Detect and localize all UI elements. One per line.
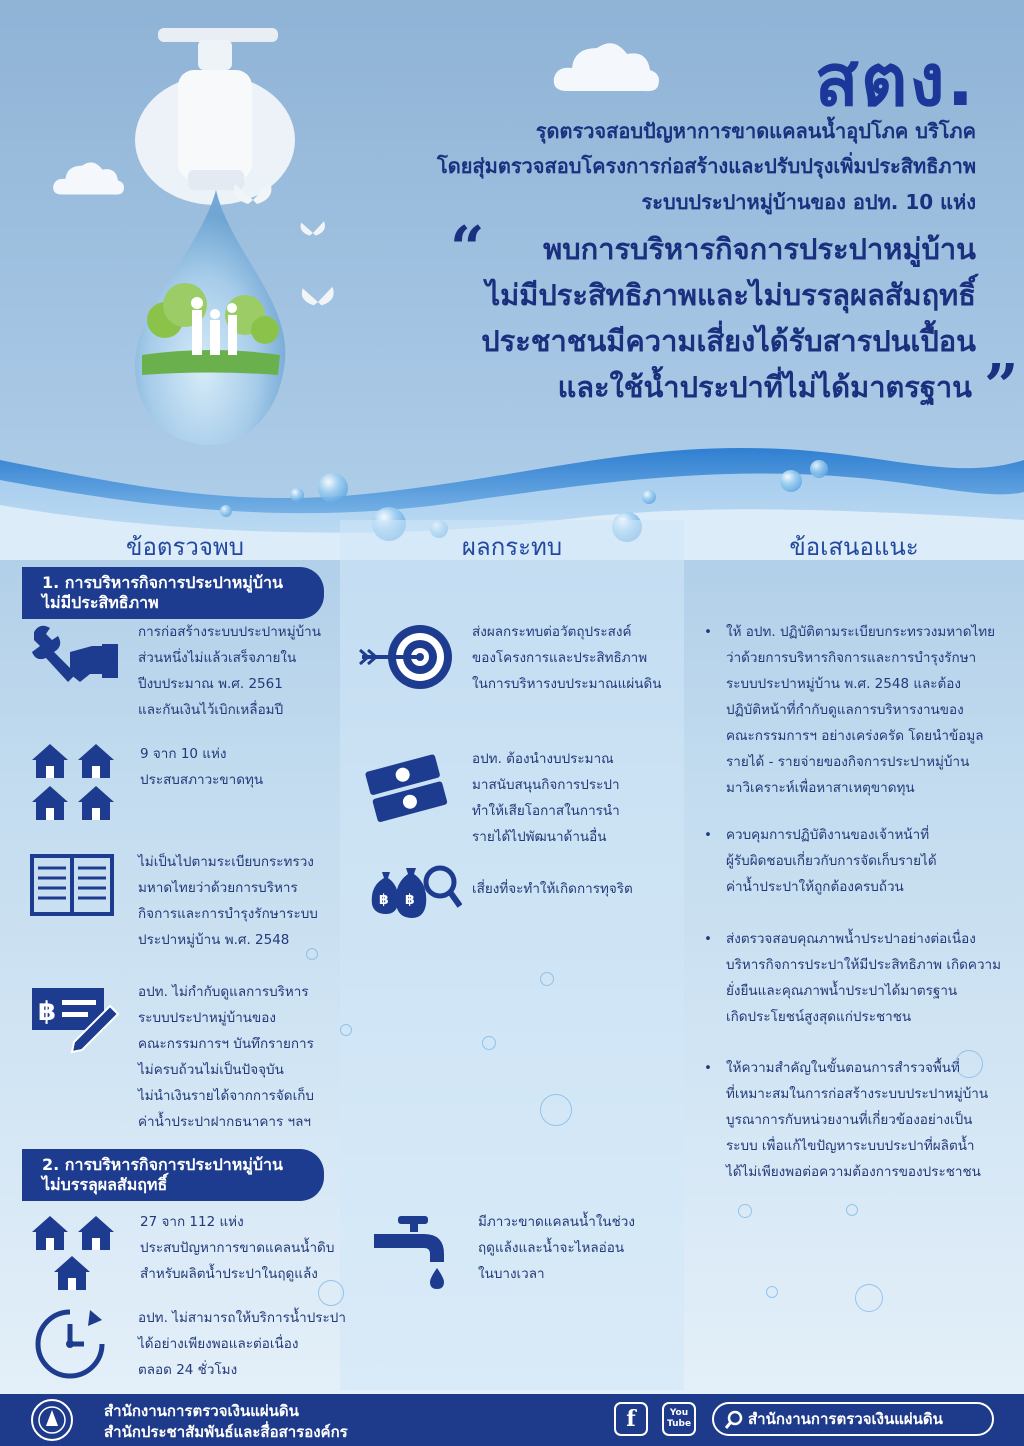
recommendation-2: • ควบคุมการปฏิบัติงานของเจ้าหน้าที่ ผู้รับผิดชอบเกี่ยวกับการจัดเก็บรายได้ ค่าน้ำประปาให้ถูกต้องครบถ้วน bbox=[726, 822, 937, 900]
search-icon bbox=[724, 1410, 744, 1430]
section-2-title-line-1: 2. การบริหารกิจการประปาหมู่บ้าน bbox=[42, 1155, 283, 1174]
finding-4-text: อปท. ไม่กำกับดูแลการบริหาร ระบบประปาหมู่บ้านของ คณะกรรมการฯ บันทึกรายการ ไม่ครบถ้วนไม่เป็นปัจจุบัน ไม่นำเงินรายได้จากการจัดเก็บ ค่าน้ำประปาฝากธนาคาร ฯลฯ bbox=[138, 984, 314, 1130]
brand-title: สตง. bbox=[814, 38, 976, 122]
butterfly-icon bbox=[298, 220, 328, 246]
quote-line-4: และใช้น้ำประปาที่ไม่ได้มาตรฐาน bbox=[557, 370, 972, 404]
section-1-title-line-1: 1. การบริหารกิจการประปาหมู่บ้าน bbox=[42, 573, 283, 592]
section-2-title-line-2: ไม่บรรลุผลสัมฤทธิ์ bbox=[42, 1175, 168, 1194]
recommend-column-title: ข้อเสนอแนะ bbox=[789, 533, 919, 561]
quote-line-3: ประชาชนมีความเสี่ยงได้รับสารปนเปื้อน bbox=[481, 324, 976, 358]
bubble bbox=[306, 948, 318, 960]
seal-logo-icon bbox=[30, 1398, 74, 1442]
finding-6-text: อปท. ไม่สามารถให้บริการน้ำประปา ได้อย่างเพียงพอและต่อเนื่อง ตลอด 24 ชั่วโมง bbox=[138, 1310, 346, 1378]
bubble bbox=[766, 1286, 778, 1298]
quote-line-1: พบการบริหารกิจการประปาหมู่บ้าน bbox=[543, 232, 976, 266]
svg-text:฿: ฿ bbox=[379, 892, 389, 908]
open-quote-mark: “ bbox=[450, 214, 485, 284]
close-quote-mark: ” bbox=[984, 352, 1019, 422]
cloud-icon bbox=[552, 36, 662, 94]
bubble bbox=[318, 473, 348, 503]
recommendation-4: • ให้ความสำคัญในขั้นตอนการสำรวจพื้นที่ ที่เหมาะสมในการก่อสร้างระบบประปาหมู่บ้าน บูรณาการกับหน่วยงานที่เกี่ยวข้องอย่างเป็น ระบบ เพื่อแก้ไขปัญหาระบบประปาที่ผลิตน้ำ ได้ไม่เพียงพอต่อความต้องการของประชาชน bbox=[726, 1055, 988, 1185]
cheque-pen-icon bbox=[30, 984, 120, 1054]
bubble bbox=[738, 1204, 752, 1218]
clock-icon bbox=[32, 1306, 108, 1382]
search-link-label: สำนักงานการตรวจเงินแผ่นดิน bbox=[748, 1410, 943, 1428]
water-tap-icon bbox=[374, 1214, 462, 1290]
footer-org-line-2: สำนักประชาสัมพันธ์และสื่อสารองค์กร bbox=[104, 1423, 348, 1441]
money-bags-magnifier-icon bbox=[366, 858, 462, 924]
wrench-hand-icon bbox=[30, 622, 120, 692]
impact-1-text: ส่งผลกระทบต่อวัตถุประสงค์ ของโครงการและประสิทธิภาพ ในการบริหารงบประมาณแผ่นดิน bbox=[472, 624, 662, 692]
quote-line-2: ไม่มีประสิทธิภาพและไม่บรรลุผลสัมฤทธิ์ bbox=[485, 278, 976, 312]
findings-column-title: ข้อตรวจพบ bbox=[126, 533, 244, 561]
bubble bbox=[540, 972, 554, 986]
open-book-icon bbox=[30, 852, 114, 918]
findings-section-2-header bbox=[22, 1149, 324, 1201]
findings-section-1-header bbox=[22, 567, 324, 619]
bubble bbox=[290, 488, 304, 502]
houses-icon bbox=[30, 740, 118, 822]
impact-column-title: ผลกระทบ bbox=[461, 533, 563, 561]
finding-3-text: ไม่เป็นไปตามระเบียบกระทรวง มหาดไทยว่าด้วยการบริหาร กิจการและการบำรุงรักษาระบบ ประปาหมู่บ้าน พ.ศ. 2548 bbox=[138, 854, 318, 948]
bubble bbox=[220, 505, 232, 517]
bubble bbox=[340, 1024, 352, 1036]
bubble bbox=[855, 1284, 883, 1312]
bubble bbox=[846, 1204, 858, 1216]
finding-2-text: 9 จาก 10 แห่ง ประสบสภาวะขาดทุน bbox=[140, 746, 264, 788]
bubble bbox=[955, 1050, 983, 1078]
recommendation-3: • ส่งตรวจสอบคุณภาพน้ำประปาอย่างต่อเนื่อง บริหารกิจการประปาให้มีประสิทธิภาพ เกิดความ ยั่งยืนและคุณภาพน้ำประปาได้มาตรฐาน เกิดประโยชน์สูงสุดแก่ประชาชน bbox=[726, 926, 1001, 1030]
finding-1-text: การก่อสร้างระบบประปาหมู่บ้าน ส่วนหนึ่งไม่แล้วเสร็จภายใน ปีงบประมาณ พ.ศ. 2561 และกันเงินไว้เบิกเหลื่อมปี bbox=[138, 624, 321, 718]
impact-3-text: เสี่ยงที่จะทำให้เกิดการทุจริต bbox=[472, 881, 633, 897]
footer-org-line-1: สำนักงานการตรวจเงินแผ่นดิน bbox=[104, 1402, 299, 1420]
target-arrow-icon bbox=[356, 622, 456, 692]
svg-text:฿: ฿ bbox=[38, 997, 57, 1027]
three-houses-icon bbox=[30, 1212, 118, 1292]
bubble bbox=[810, 460, 828, 478]
recommendation-1: • ให้ อปท. ปฏิบัติตามระเบียบกระทรวงมหาดไทย ว่าด้วยการบริหารกิจการและการบำรุงรักษา ระบบประปาหมู่บ้าน พ.ศ. 2548 และต้อง ปฏิบัติหน้าที่กำกับดูแลการบริหารงานของ คณะกรรมการฯ อย่างเคร่งครัด โดยนำข้อมูล รายได้ - รายจ่ายของกิจการประปาหมู่บ้าน มาวิเคราะห์เพื่อหาสาเหตุขาดทุน bbox=[726, 619, 995, 801]
bubble bbox=[780, 470, 802, 492]
youtube-icon[interactable]: You Tube bbox=[662, 1402, 696, 1436]
subtitle-line-1: รุดตรวจสอบปัญหาการขาดแคลนน้ำอุปโภค บริโภค bbox=[535, 119, 976, 143]
facebook-icon[interactable]: f bbox=[614, 1402, 648, 1436]
subtitle-line-2: โดยสุ่มตรวจสอบโครงการก่อสร้างและปรับปรุงเพิ่มประสิทธิภาพ bbox=[436, 154, 976, 178]
finding-5-text: 27 จาก 112 แห่ง ประสบปัญหาการขาดแคลนน้ำดิบ สำหรับผลิตน้ำประปาในฤดูแล้ง bbox=[140, 1214, 335, 1282]
butterfly-icon bbox=[298, 285, 338, 319]
footer-bar bbox=[0, 1394, 1024, 1446]
search-link[interactable] bbox=[712, 1402, 994, 1436]
impact-2-text: อปท. ต้องนำงบประมาณ มาสนับสนุนกิจการประปา ทำให้เสียโอกาสในการนำ รายได้ไปพัฒนาด้านอื่น bbox=[472, 751, 620, 845]
butterfly-icon bbox=[230, 180, 276, 220]
bubble bbox=[642, 490, 656, 504]
impact-4-text: มีภาวะขาดแคลนน้ำในช่วง ฤดูแล้งและน้ำจะไหลอ่อน ในบางเวลา bbox=[478, 1214, 635, 1282]
bubble bbox=[540, 1094, 572, 1126]
bubble bbox=[318, 1280, 344, 1306]
bubble bbox=[482, 1036, 496, 1050]
money-bills-icon bbox=[364, 752, 450, 822]
svg-text:฿: ฿ bbox=[405, 892, 415, 908]
section-1-title-line-2: ไม่มีประสิทธิภาพ bbox=[42, 593, 159, 612]
subtitle-line-3: ระบบประปาหมู่บ้านของ อปท. 10 แห่ง bbox=[641, 190, 976, 214]
